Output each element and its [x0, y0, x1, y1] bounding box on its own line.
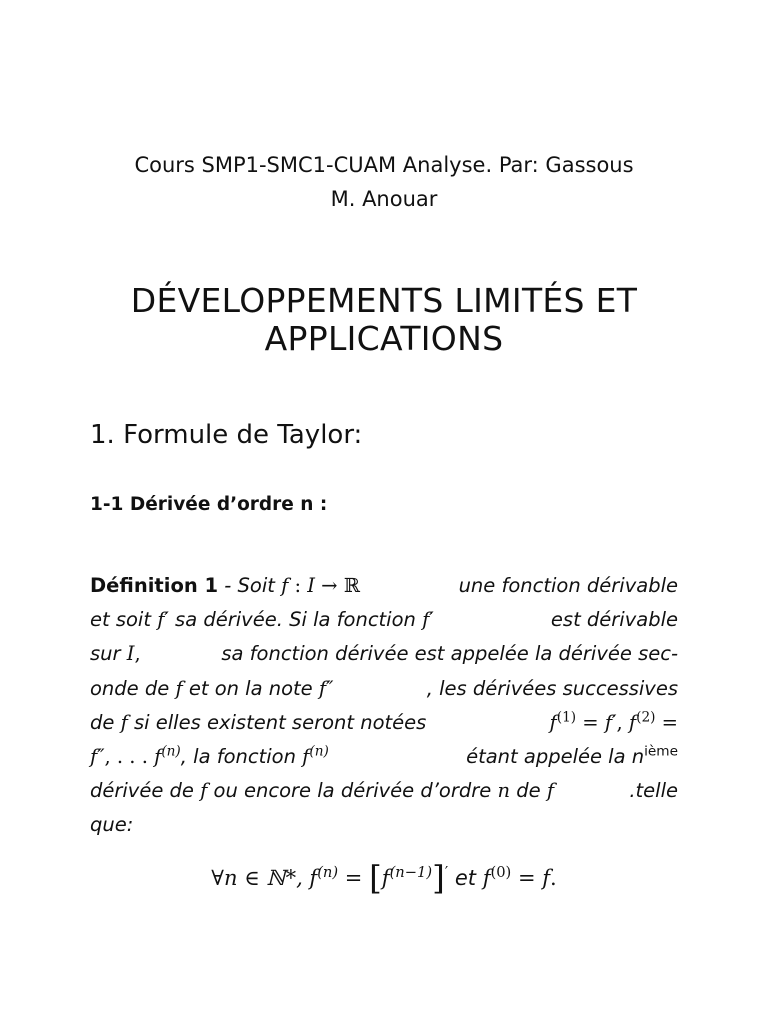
definition-text: sur — [90, 642, 127, 666]
definition-text: que: — [90, 813, 134, 837]
definition-block — [90, 569, 678, 843]
math-colon: : — [288, 574, 308, 597]
math-reals: ℝ — [343, 574, 360, 597]
superscript-ieme: ième — [644, 743, 678, 760]
math-arrow: → — [314, 574, 344, 597]
definition-line-4-text — [90, 672, 333, 706]
definition-line-3 — [90, 637, 678, 671]
math-left-bracket: [ — [369, 859, 382, 897]
math-interval-I: I — [126, 642, 135, 666]
definition-label: Définition 1 — [90, 574, 219, 597]
math-f: f — [175, 676, 183, 700]
definition-line-6 — [90, 740, 678, 774]
definition-line-4 — [90, 672, 678, 706]
author-line-1: Cours SMP1-SMC1-CUAM Analyse. Par: Gassous — [134, 153, 634, 177]
math-interval-I: I — [307, 574, 315, 597]
definition-text: de — [90, 710, 121, 734]
math-superscript: (n) — [161, 743, 181, 760]
author-header — [80, 148, 688, 216]
subsection-heading: 1-1 Dérivée d’ordre n : — [90, 494, 328, 515]
math-superscript: (n) — [309, 743, 329, 760]
definition-text: dérivée de — [90, 779, 201, 803]
math-equals: = — [576, 710, 605, 734]
definition-text: et on la note — [182, 676, 319, 700]
definition-line-8 — [90, 808, 678, 842]
math-equals: = — [511, 866, 543, 891]
math-equals: = — [655, 710, 678, 734]
definition-line-3-text — [90, 637, 141, 671]
page-title — [60, 282, 708, 358]
math-f: f — [628, 710, 637, 734]
definition-text: onde de — [90, 676, 176, 700]
definition-text: sa dérivée. Si la fonction — [168, 608, 423, 632]
definition-line-5-text — [90, 706, 426, 740]
definition-text: de — [510, 779, 547, 803]
definition-line-2 — [90, 603, 678, 637]
math-f: f — [542, 866, 551, 891]
math-f-prime: f′ — [157, 608, 169, 632]
math-f: f — [120, 710, 128, 734]
definition-line-2-text — [90, 603, 434, 637]
math-superscript: (n−1) — [389, 864, 433, 882]
definition-text: étant appelée la n — [466, 744, 645, 768]
definition-text: si elles existent seront notées — [127, 710, 427, 734]
definition-text: , les dérivées successives — [426, 676, 678, 700]
title-line-2: APPLICATIONS — [264, 319, 504, 358]
math-dots: , . . . — [104, 744, 155, 768]
definition-line-1 — [90, 569, 678, 603]
section-heading: 1. Formule de Taylor: — [90, 420, 363, 450]
math-f: f — [309, 866, 318, 891]
definition-line-6-tail — [466, 740, 678, 774]
math-f: f — [302, 744, 310, 768]
definition-text: , la fonction — [180, 744, 303, 768]
definition-line-7-text — [90, 774, 554, 808]
math-superscript: (n) — [317, 864, 339, 882]
definition-text: est dérivable — [550, 608, 678, 632]
math-f: f — [200, 779, 208, 803]
math-f: f — [281, 574, 289, 597]
math-f-prime: f′ — [604, 710, 617, 734]
definition-text: et soit — [90, 608, 158, 632]
math-f-second: f″ — [90, 744, 105, 768]
math-equals: = — [338, 866, 370, 891]
math-superscript: (0) — [490, 864, 512, 882]
math-superscript: (1) — [556, 709, 577, 726]
math-prime: ′ — [444, 864, 449, 882]
math-superscript: (2) — [636, 709, 656, 726]
definition-text: ou encore la dérivée d’ordre — [207, 779, 498, 803]
definition-line-1-text — [90, 569, 360, 603]
math-right-bracket: ] — [432, 859, 445, 897]
definition-line-6-text — [90, 740, 329, 774]
display-formula — [0, 856, 768, 900]
definition-text: sa fonction dérivée est appelée la dérivée sec- — [221, 642, 678, 666]
definition-line-5 — [90, 706, 678, 740]
math-comma: , — [616, 710, 629, 734]
math-period: . — [550, 866, 557, 891]
math-f: f — [549, 710, 557, 734]
definition-line-7 — [90, 774, 678, 808]
math-f: f — [546, 779, 555, 803]
math-f: f — [482, 866, 491, 891]
formula-connector: et — [448, 866, 483, 891]
math-f-second: f″ — [318, 676, 334, 700]
math-f-prime: f′ — [422, 608, 434, 632]
author-line-2: M. Anouar — [330, 187, 438, 211]
math-comma: , — [134, 642, 141, 666]
math-f: f — [154, 744, 162, 768]
title-line-1: DÉVELOPPEMENTS LIMITÉS ET — [130, 281, 638, 320]
definition-text: - Soit — [218, 574, 282, 597]
math-n: n — [497, 779, 511, 803]
definition-line-5-math — [550, 706, 678, 740]
definition-text: .telle — [629, 779, 678, 803]
definition-text: une fonction dérivable — [458, 574, 678, 597]
math-f: f — [381, 866, 390, 891]
math-forall: ∀n ∈ ℕ*, — [211, 866, 310, 891]
